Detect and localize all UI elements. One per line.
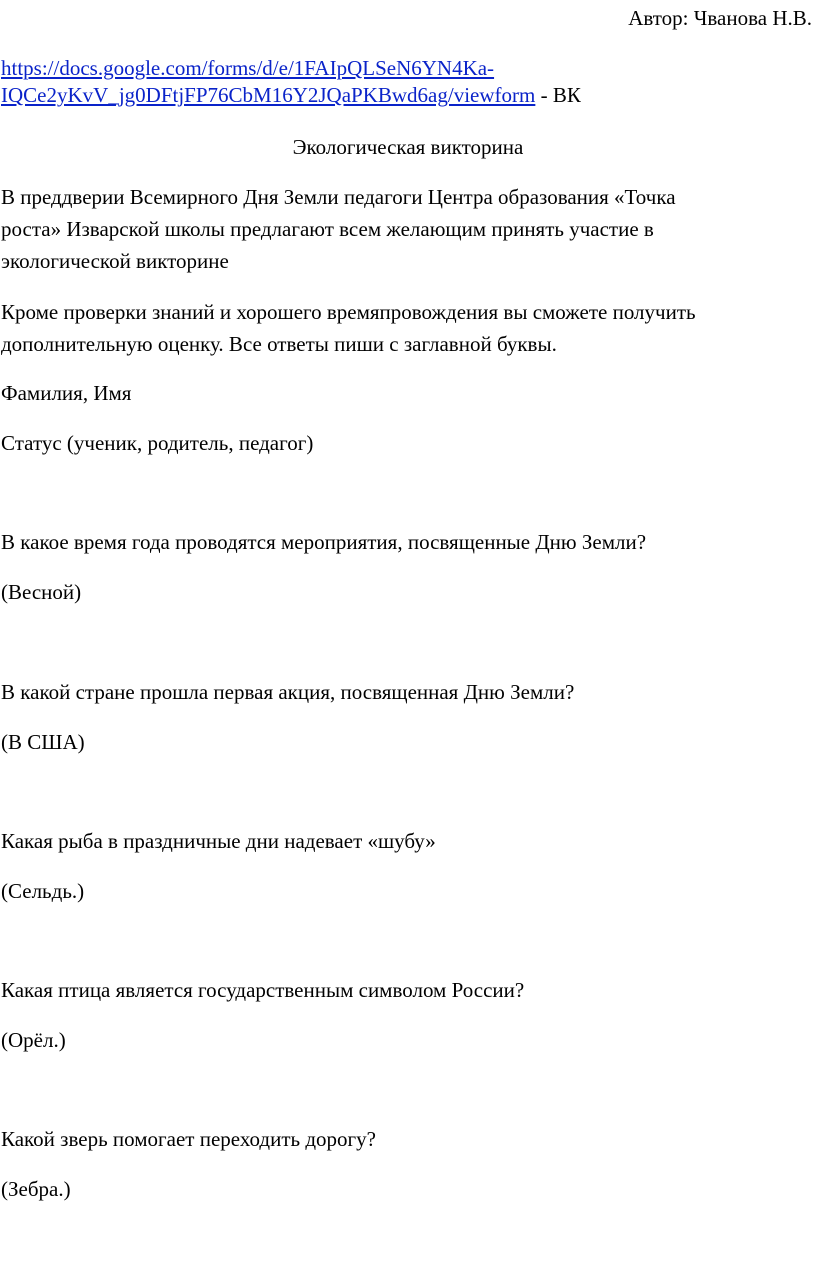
field-status-label: Статус (ученик, родитель, педагог)	[1, 431, 314, 455]
answer-4: (Орёл.)	[1, 1028, 66, 1052]
answer-5: (Зебра.)	[1, 1177, 71, 1201]
question-2: В какой стране прошла первая акция, посвященная Дню Земли?	[1, 680, 575, 704]
question-4: Какая птица является государственным символом России?	[1, 978, 525, 1002]
answer-3: (Сельдь.)	[1, 879, 85, 903]
question-3: Какая рыба в праздничные дни надевает «шубу»	[1, 829, 436, 853]
question-5: Какой зверь помогает переходить дорогу?	[1, 1127, 376, 1151]
page-title: Экологическая викторина	[292, 135, 524, 159]
answer-2: (В США)	[1, 730, 85, 754]
form-link-line-2	[1, 79, 812, 111]
answer-1: (Весной)	[1, 580, 82, 604]
question-1: В какое время года проводятся мероприятия, посвященные Дню Земли?	[1, 530, 647, 554]
link-source-suffix: - ВК	[535, 83, 581, 107]
intro-paragraph-2-line-2: дополнительную оценку. Все ответы пиши с заглавной буквы.	[1, 332, 557, 356]
intro-paragraph-2-line-1: Кроме проверки знаний и хорошего времяпровождения вы сможете получить	[1, 300, 696, 324]
intro-paragraph-1-line-3: экологической викторине	[1, 249, 229, 273]
intro-paragraph-1-line-2: роста» Изварской школы предлагают всем желающим принять участие в	[1, 217, 654, 241]
form-link-part-2[interactable]: IQCe2yKvV_jg0DFtjFP76CbM16Y2JQaPKBwd6ag/viewform	[1, 83, 536, 107]
author-line: Автор: Чванова Н.В.	[628, 6, 812, 30]
form-link-part-1[interactable]: https://docs.google.com/forms/d/e/1FAIpQLSeN6YN4Ka-	[1, 56, 495, 80]
intro-paragraph-1-line-1: В преддверии Всемирного Дня Земли педагоги Центра образования «Точка	[1, 185, 676, 209]
field-name-label: Фамилия, Имя	[1, 381, 132, 405]
